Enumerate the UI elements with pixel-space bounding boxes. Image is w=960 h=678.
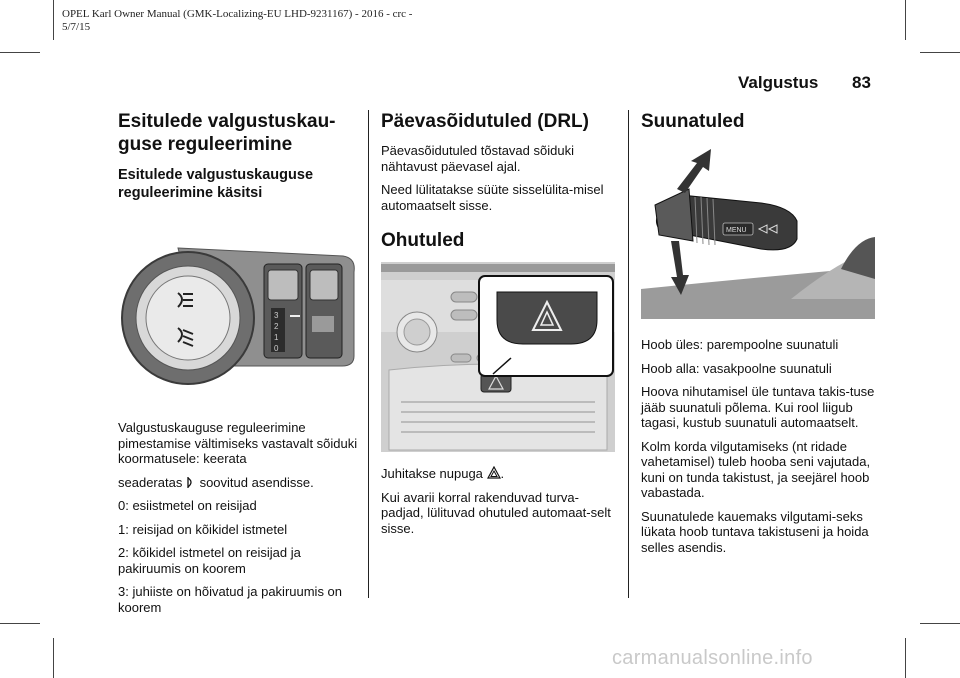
crop-mark: [53, 638, 54, 678]
inline-text: soovitud asendisse.: [199, 474, 314, 490]
paragraph: [381, 466, 619, 482]
menu-label: MENU: [726, 227, 747, 234]
list-item: 0: esiistmetel on reisijad: [118, 498, 257, 513]
section-title: Suunatuled: [641, 111, 745, 132]
section-title: Esitulede valgustuskau- guse reguleerimine: [118, 111, 336, 155]
light-switch-figure: [118, 238, 356, 396]
inline-text: .: [500, 466, 505, 481]
crop-mark: [905, 638, 906, 678]
paragraph: [118, 475, 358, 491]
section-title: Ohutuled: [381, 230, 465, 251]
column-divider: [368, 110, 369, 598]
crop-mark: [0, 623, 40, 624]
paragraph: Kolm korda vilgutamiseks (nt ridade vahetamisel) tuleb hooba seni vajutada, kuni on tunda takistust, ja seejärel hoob vabastada.: [641, 438, 871, 500]
crop-mark: [905, 0, 906, 40]
wheel-level-label: 3: [274, 311, 279, 320]
paragraph: Need lülitatakse süüte sisselülita-misel automaatselt sisse.: [381, 182, 604, 213]
section-name: Valgustus: [738, 73, 819, 92]
list-item: 1: reisijad on kõikidel istmetel: [118, 521, 288, 537]
wheel-level-label: 2: [274, 322, 279, 331]
crop-mark: [53, 0, 54, 40]
page-number: 83: [852, 73, 871, 92]
hazard-switch-figure: [381, 262, 615, 452]
wheel-level-label: 1: [274, 333, 279, 342]
section-title: Päevasõidutuled (DRL): [381, 111, 589, 132]
paragraph: Kui avarii korral rakenduvad turva-padjad, lülituvad ohutuled automaat-selt sisse.: [381, 489, 611, 536]
column-drl-hazard: [381, 110, 619, 544]
paragraph: Suunatulede kauemaks vilgutami-seks lükata hoob tuntava takistuseni ja hoida selles asendis.: [641, 508, 869, 555]
column-headlight-range: [118, 110, 358, 623]
paragraph: Hoob alla: vasakpoolne suunatuli: [641, 360, 832, 376]
list-item: 3: juhiiste on hõivatud ja pakiruumis on koorem: [118, 584, 343, 615]
document-header: OPEL Karl Owner Manual (GMK-Localizing-EU LHD-9231167) - 2016 - crc - 5/7/15: [62, 8, 413, 33]
wheel-icon: [186, 476, 196, 489]
paragraph: Päevasõidutuled tõstavad sõiduki nähtavust päevasel ajal.: [381, 143, 574, 174]
crop-mark: [920, 623, 960, 624]
inline-text: Juhitakse nupuga: [381, 466, 483, 481]
hazard-triangle-icon: [487, 466, 501, 479]
column-divider: [628, 110, 629, 598]
subsection-title: Esitulede valgustuskauguse reguleerimine käsitsi: [118, 167, 314, 201]
crop-mark: [0, 52, 40, 53]
crop-mark: [920, 52, 960, 53]
paragraph: Hoova nihutamisel üle tuntava takis-tuse jääb suunatuli põlema. Kui rool liigub tagasi, kustub suunatuli automaatselt.: [641, 384, 875, 430]
list-item: 2: kõikidel istmetel on reisijad ja pakiruumis on koorem: [118, 545, 301, 576]
paragraph: Hoob üles: parempoolne suunatuli: [641, 337, 839, 352]
inline-text: seaderatas: [118, 474, 183, 490]
turn-signal-lever-figure: [641, 149, 875, 319]
watermark: carmanualsonline.info: [612, 647, 813, 669]
paragraph: Valgustuskauguse reguleerimine pimestamise vältimiseks vastavalt sõiduki koormatusele: keerata: [118, 420, 358, 466]
column-turn-signals: [641, 110, 879, 563]
wheel-level-label: 0: [274, 344, 279, 353]
